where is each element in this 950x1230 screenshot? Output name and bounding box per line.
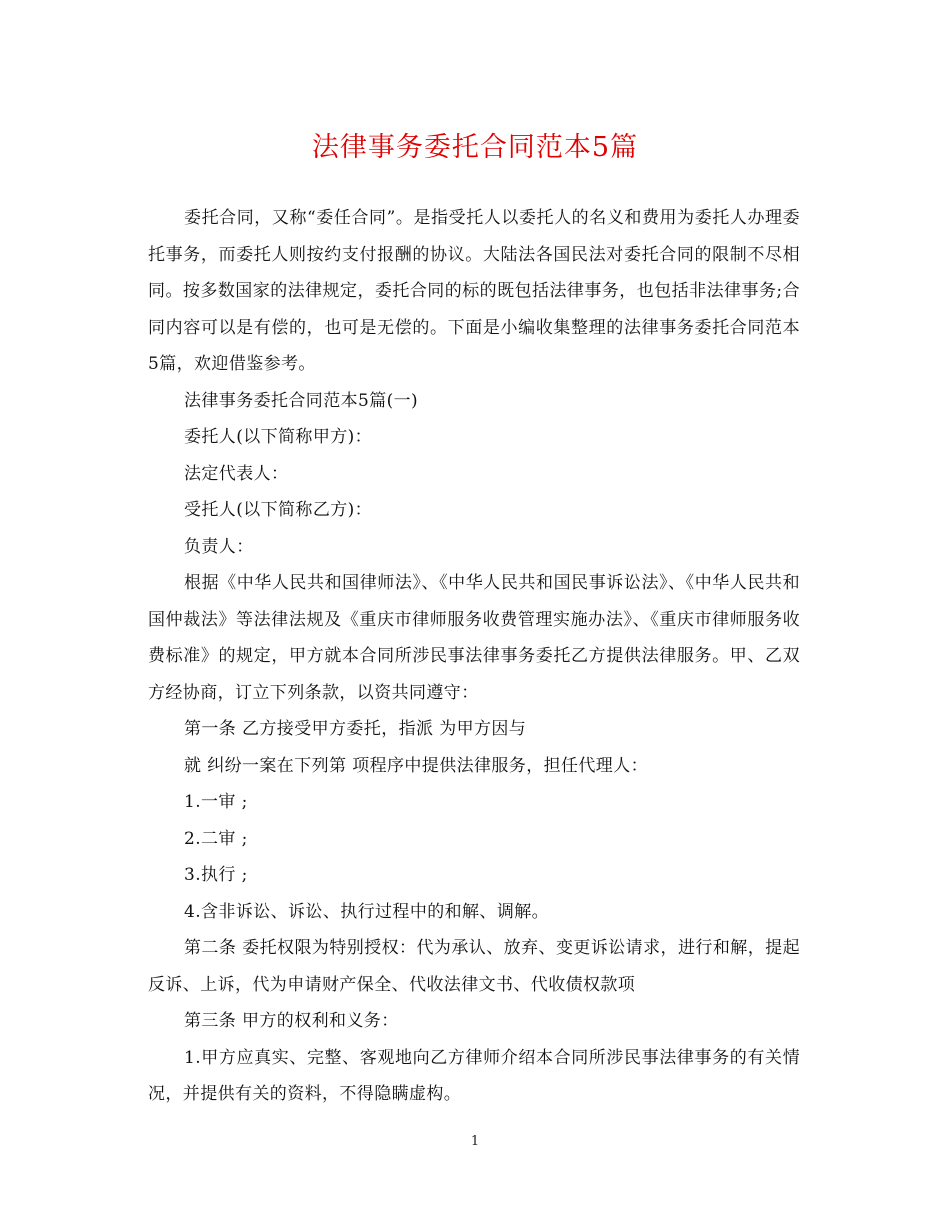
party-client-line: 委托人(以下简称甲方)： <box>184 427 373 447</box>
document-title: 法律事务委托合同范本5篇 <box>311 132 639 163</box>
article-one-line: 第一条 乙方接受甲方委托，指派 为甲方因与 <box>184 719 527 739</box>
section-heading: 法律事务委托合同范本5篇(一) <box>184 390 419 411</box>
responsible-person-line: 负责人： <box>184 536 254 557</box>
list-item: 2.二审 ; <box>184 828 248 849</box>
document-body <box>148 200 800 1113</box>
article-one-detail: 就 纠纷一案在下列第 项程序中提供法律服务，担任代理人： <box>184 755 649 776</box>
page-number: 1 <box>470 1134 480 1149</box>
list-item: 4.含非诉讼、诉讼、执行过程中的和解、调解。 <box>184 901 550 922</box>
party-trustee-line: 受托人(以下简称乙方)： <box>184 500 373 520</box>
article-two-paragraph: 第二条 委托权限为特别授权：代为承认、放弃、变更诉讼请求，进行和解，提起反诉、上诉，代为申请财产保全、代收法律文书、代收债权款项 <box>148 938 800 995</box>
article-three-heading: 第三条 甲方的权利和义务： <box>184 1011 399 1031</box>
legal-representative-line: 法定代表人： <box>184 463 289 484</box>
legal-basis-paragraph: 根据《中华人民共和国律师法》、《中华人民共和国民事诉讼法》、《中华人民共和国仲裁法》等法律法规及《重庆市律师服务收费管理实施办法》、《重庆市律师服务收费标准》的规定，甲方就本合同所涉民事法律事务委托乙方提供法律服务。甲、乙双方经协商，订立下列条款，以资共同遵守： <box>148 573 800 703</box>
list-item: 3.执行 ; <box>184 865 248 885</box>
list-item: 1.一审 ; <box>184 792 248 812</box>
article-three-item-one: 1.甲方应真实、完整、客观地向乙方律师介绍本合同所涉民事法律事务的有关情况，并提供有关的资料，不得隐瞒虚构。 <box>148 1047 800 1104</box>
intro-paragraph: 委托合同，又称“委任合同”。是指受托人以委托人的名义和费用为委托人办理委托事务，而委托人则按约支付报酬的协议。大陆法各国民法对委托合同的限制不尽相同。按多数国家的法律规定，委托合同的标的既包括法律事务，也包括非法律事务;合同内容可以是有偿的，也可是无偿的。下面是小编收集整理的法律事务委托合同范本5篇，欢迎借鉴参考。 <box>148 208 800 374</box>
